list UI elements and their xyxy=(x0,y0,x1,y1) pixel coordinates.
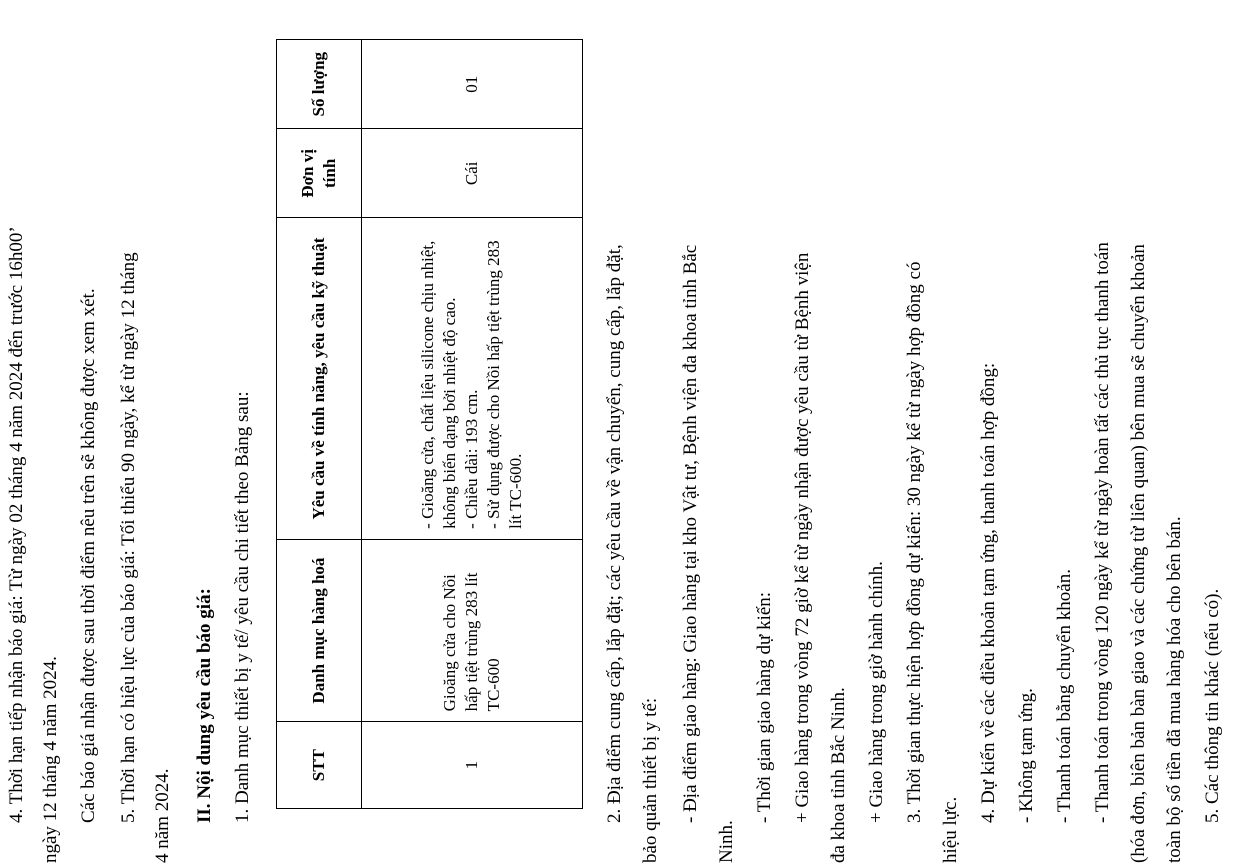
cell-unit: Cái xyxy=(362,129,583,218)
text-line: - Thanh toán trong vòng 120 ngày kể từ ngày hoàn tất các thủ tục thanh toán xyxy=(1092,242,1113,823)
text-line: Các báo giá nhận được sau thời điểm nêu trên sẽ không được xem xét. xyxy=(78,288,99,823)
text-line: 5. Các thông tin khác (nếu có). xyxy=(1202,588,1223,823)
table-header-row xyxy=(277,40,362,809)
requirements-table xyxy=(276,39,583,809)
text-line: đa khoa tỉnh Bắc Ninh. xyxy=(828,687,849,863)
text-line: 4. Dự kiến về các điều khoản tạm ứng, thanh toán hợp đồng: xyxy=(978,362,999,823)
header-quantity: Số lượng xyxy=(277,40,362,129)
cell-stt: 1 xyxy=(362,722,583,809)
text-line: toàn bộ số tiền đã mua hàng hóa cho bên bán. xyxy=(1164,516,1185,863)
text-line: 2. Địa điểm cung cấp, lắp đặt; các yêu cầu về vận chuyển, cung cấp, lắp đặt, xyxy=(604,244,625,823)
text-line: Ninh. xyxy=(716,820,737,863)
text-line: 1. Danh mục thiết bị y tế/ yêu cầu chi tiết theo Bảng sau: xyxy=(232,391,253,823)
section-heading: II. Nội dung yêu cầu báo giá: xyxy=(194,588,215,823)
spec-line: - Sử dụng được cho Nồi hấp tiệt trùng 283 lít TC-600. xyxy=(484,240,525,529)
text-line: - Thời gian giao hàng dự kiến: xyxy=(754,591,775,823)
text-line: (hóa đơn, biên bản bàn giao và các chứng từ liên quan) bên mua sẽ chuyển khoản xyxy=(1128,244,1149,863)
cell-item-name: Gioăng cửa cho Nồi hấp tiệt trùng 283 lít TC-600 xyxy=(362,539,583,721)
text-line: 3. Thời gian thực hiện hợp đồng dự kiến: 30 ngày kể từ ngày hợp đồng có xyxy=(904,261,925,823)
cell-technical-requirements xyxy=(362,218,583,540)
text-line: bảo quản thiết bị y tế: xyxy=(640,697,661,863)
text-line: 4. Thời hạn tiếp nhận báo giá: Từ ngày 02 tháng 4 năm 2024 đến trước 16h00’ xyxy=(6,226,27,823)
text-line: - Địa điểm giao hàng: Giao hàng tại kho Vật tư, Bệnh viện đa khoa tỉnh Bắc xyxy=(680,244,701,823)
header-unit: Đơn vị tính xyxy=(277,129,362,218)
spec-line: - Chiều dài: 193 cm. xyxy=(462,389,481,529)
header-technical-requirements: Yêu cầu về tính năng, yêu cầu kỹ thuật xyxy=(277,218,362,540)
text-line: + Giao hàng trong vòng 72 giờ kể từ ngày nhận được yêu cầu từ Bệnh viện xyxy=(792,252,813,823)
text-line: - Thanh toán bằng chuyển khoản. xyxy=(1054,569,1075,823)
header-stt: STT xyxy=(277,722,362,809)
text-line: 5. Thời hạn có hiệu lực của báo giá: Tối thiểu 90 ngày, kể từ ngày 12 tháng xyxy=(118,252,139,823)
text-line: 4 năm 2024. xyxy=(152,768,173,863)
cell-quantity: 01 xyxy=(362,40,583,129)
table-row xyxy=(362,40,583,809)
header-item-name: Danh mục hàng hoá xyxy=(277,539,362,721)
text-line: + Giao hàng trong giờ hành chính. xyxy=(866,561,887,823)
text-line: ngày 12 tháng 4 năm 2024. xyxy=(40,656,61,863)
text-line: - Không tạm ứng. xyxy=(1016,688,1037,823)
spec-line: - Gioăng cửa, chất liệu silicone chịu nhiệt, không biến dạng bởi nhiệt độ cao. xyxy=(418,240,459,529)
text-line: hiệu lực. xyxy=(940,796,961,863)
